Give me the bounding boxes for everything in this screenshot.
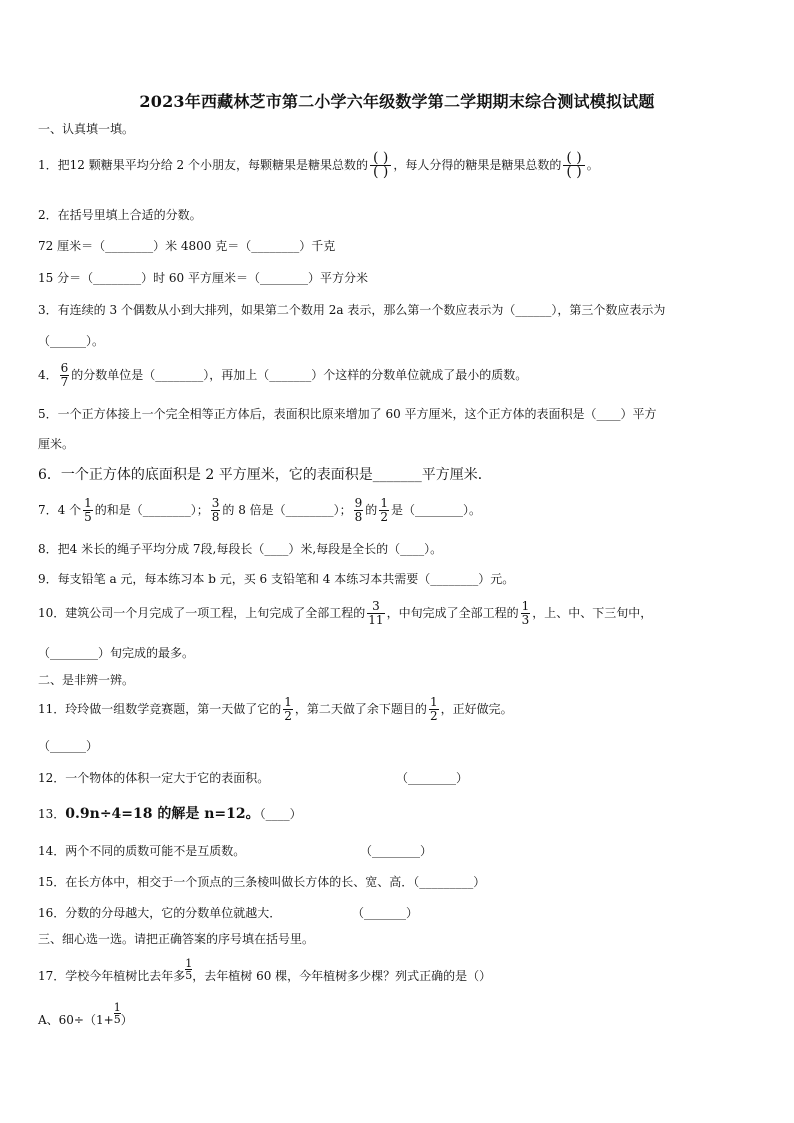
question-7: [38, 497, 764, 524]
q13-answer-blank[interactable]: （____）: [259, 807, 302, 821]
q11-fraction-2: $\frac{1}{2}$: [429, 695, 438, 723]
q12-text: 12．一个物体的体积一定大于它的表面积。: [38, 771, 270, 785]
q7-fraction-4: $\frac{1}{2}$: [380, 496, 388, 524]
q7-text-2: 的和是（________）；: [94, 503, 209, 517]
q1-text-a: 1．把12 颗糖果平均分给 2 个小朋友，每颗糖果是糖果总数的: [38, 158, 368, 172]
question-6: 6．一个正方体的底面积是 2 平方厘米，它的表面积是_______平方厘米．: [38, 467, 492, 483]
q4-text: 的分数单位是（________），再加上（_______）个这样的分数单位就成了最小的质数。: [71, 368, 528, 382]
question-3-line-1: 3．有连续的 3 个偶数从小到大排列，如果第二个数用 2a 表示，那么第一个数应表示为（______），第三个数应表示为: [38, 303, 666, 317]
question-4: [38, 362, 764, 389]
q12-answer-blank[interactable]: （________）: [396, 771, 469, 785]
question-13: [38, 806, 764, 822]
q7-fraction-2: $\frac{3}{8}$: [211, 496, 220, 524]
section-heading-2: 二、是非辨一辨。: [38, 673, 135, 687]
q10-text-2: ，中旬完成了全部工程的: [386, 606, 519, 620]
question-1: [38, 152, 764, 179]
q7-text-5: 是（________）。: [390, 503, 481, 517]
q1-text-c: 。: [586, 158, 599, 172]
q10-fraction-1: $\frac{3}{11}$: [368, 599, 384, 627]
q17-option-a-text: A、60÷（1+: [38, 1013, 114, 1027]
question-16: [38, 905, 764, 921]
q14-answer-blank[interactable]: （________）: [360, 844, 433, 858]
q17-fraction: $\frac{1}{5}$: [185, 957, 193, 982]
q4-number: 4．: [38, 368, 58, 382]
question-17: [38, 957, 764, 991]
question-5-line-1: 5．一个正方体接上一个完全相等正方体后，表面积比原来增加了 60 平方厘米，这个正方体的表面积是（____）平方: [38, 407, 657, 421]
q13-number: 13．: [38, 807, 66, 821]
q16-text: 16．分数的分母越大，它的分数单位就越大．: [38, 906, 282, 920]
q7-fraction-1: $\frac{1}{5}$: [84, 496, 92, 524]
q11-fraction-1: $\frac{1}{2}$: [284, 695, 292, 723]
question-3-line-2: （______）。: [38, 334, 105, 348]
question-12: [38, 770, 764, 786]
q17-option-a[interactable]: [38, 1001, 764, 1035]
q7-text-1: 7．4 个: [38, 503, 82, 517]
q1-text-b: ，每人分得的糖果是糖果总数的: [393, 158, 562, 172]
question-5-line-2: 厘米。: [38, 437, 75, 451]
q14-text: 14．两个不同的质数可能不是互质数。: [38, 844, 246, 858]
q7-text-4: 的: [365, 503, 378, 517]
q17-option-a-close: ）: [120, 1013, 133, 1027]
q1-fraction-blank-2[interactable]: $\frac{( )}{( )}$: [563, 152, 584, 179]
q17-text-1: 17．学校今年植树比去年多: [38, 969, 186, 983]
page-title: 2023年西藏林芝市第二小学六年级数学第二学期期末综合测试模拟试题: [139, 92, 655, 111]
q11-text-3: ，正好做完。: [440, 702, 513, 716]
section-heading-3: 三、细心选一选。请把正确答案的序号填在括号里。: [38, 932, 315, 946]
section-heading-1: 一、认真填一填。: [38, 122, 135, 136]
question-8: 8．把4 米长的绳子平均分成 7段,每段长（____）米,每段是全长的（____）。: [38, 542, 443, 556]
q7-text-3: 的 8 倍是（________）；: [222, 503, 352, 517]
q1-fraction-blank-1[interactable]: $\frac{( )}{( )}$: [370, 152, 391, 179]
question-2-intro: 2．在括号里填上合适的分数。: [38, 208, 202, 222]
question-10-line-1: [38, 600, 764, 627]
question-9: 9．每支铅笔 a 元，每本练习本 b 元，买 6 支铅笔和 4 本练习本共需要（________）元。: [38, 572, 515, 586]
question-11-line-2: （______）: [38, 739, 99, 753]
question-11-line-1: [38, 696, 764, 723]
question-10-line-2: （________）旬完成的最多。: [38, 646, 195, 660]
q4-fraction: $\frac{6}{7}$: [60, 361, 69, 389]
question-14: [38, 843, 764, 859]
question-15: 15．在长方体中，相交于一个顶点的三条棱叫做长方体的长、宽、高．（_________）: [38, 875, 486, 889]
question-2-row-1: 72 厘米＝（________）米 4800 克＝（________）千克: [38, 239, 336, 253]
q10-fraction-2: $\frac{1}{3}$: [521, 599, 530, 627]
q17-text-2: ，去年植树 60 棵，今年植树多少棵？列式正确的是（）: [192, 969, 492, 983]
q17-option-a-fraction: $\frac{1}{5}$: [113, 1001, 121, 1026]
q10-text-3: ，上、中、下三旬中，: [532, 606, 653, 620]
q7-fraction-3: $\frac{9}{8}$: [354, 496, 363, 524]
q16-answer-blank[interactable]: （_______）: [352, 906, 419, 920]
q13-text: 0.9n÷4=18 的解是 n=12。: [65, 806, 260, 822]
question-2-row-2: 15 分＝（________）时 60 平方厘米＝（________）平方分米: [38, 271, 368, 285]
q11-text-2: ，第二天做了余下题目的: [294, 702, 427, 716]
q10-text-1: 10．建筑公司一个月完成了一项工程，上旬完成了全部工程的: [38, 606, 366, 620]
q11-text-1: 11．玲玲做一组数学竞赛题，第一天做了它的: [38, 702, 282, 716]
